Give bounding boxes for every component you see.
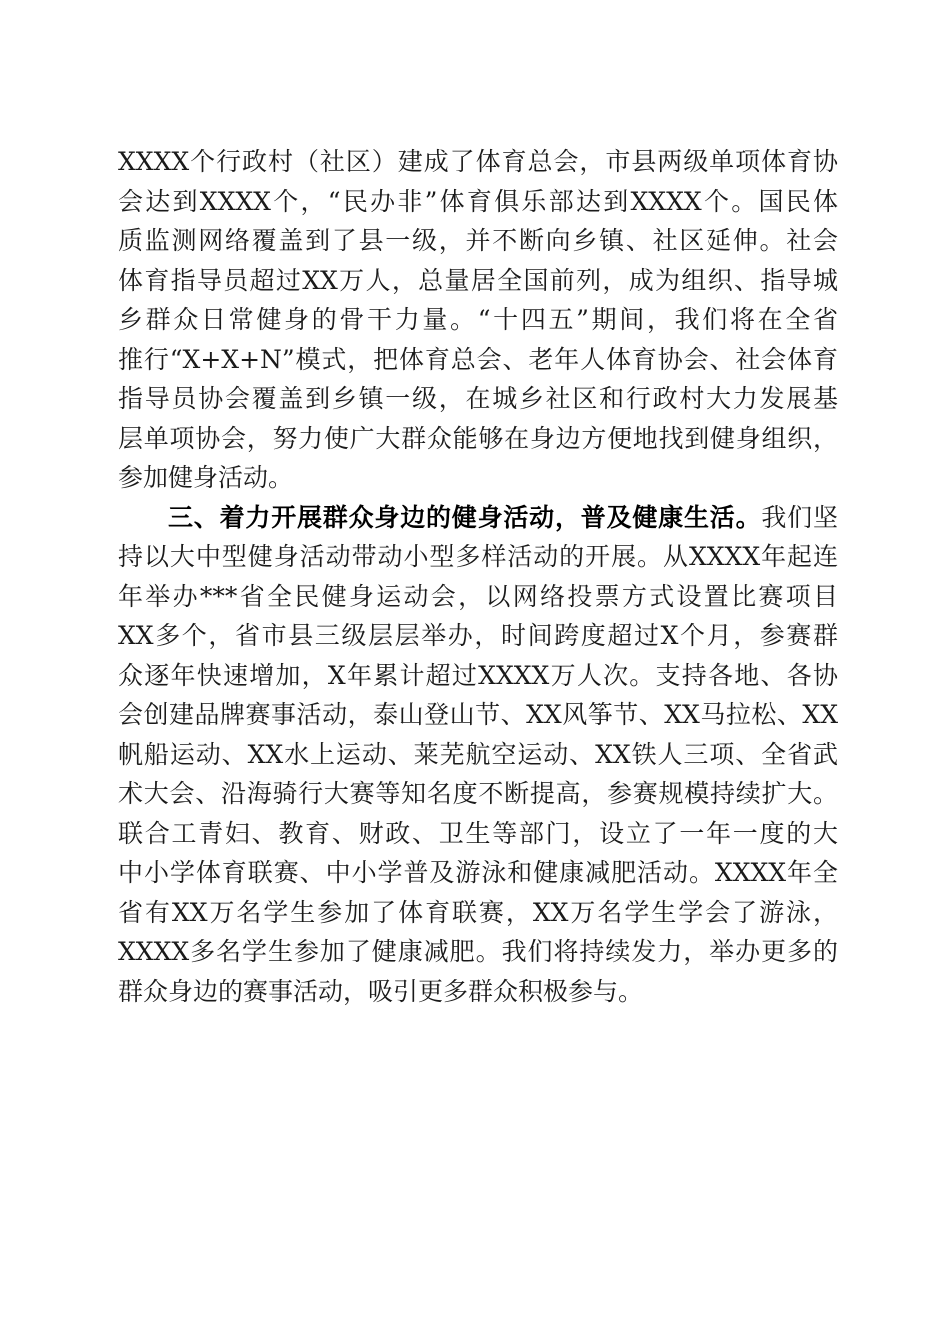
paragraph1-line-7: 指导员协会覆盖到乡镇一级，在城乡社区和行政村大力发展基 <box>118 384 838 413</box>
paragraph1-line-1: XXXX个行政村（社区）建成了体育总会，市县两级单项体育协 <box>118 147 838 176</box>
paragraph2-line-9: 联合工青妇、教育、财政、卫生等部门，设立了一年一度的大 <box>118 818 838 848</box>
paragraph2-line-11: 省有XX万名学生参加了体育联赛，XX万名学生学会了游泳， <box>118 897 838 927</box>
paragraph1-line-8: 层单项协会，努力使广大群众能够在身边方便地找到健身组织， <box>118 423 838 453</box>
paragraph2-line-10: 中小学体育联赛、中小学普及游泳和健康减肥活动。XXXX年全 <box>118 858 838 887</box>
paragraph1-line-2: 会达到XXXX个，“民办非”体育俱乐部达到XXXX个。国民体 <box>118 186 838 216</box>
paragraph1-line-3: 质监测网络覆盖到了县一级，并不断向乡镇、社区延伸。社会 <box>118 226 838 255</box>
paragraph2-line-3: 年举办***省全民健身运动会，以网络投票方式设置比赛项目 <box>118 581 838 611</box>
paragraph2-line-13: 群众身边的赛事活动，吸引更多群众积极参与。 <box>118 976 644 1006</box>
paragraph1-line-5: 乡群众日常健身的骨干力量。“十四五”期间，我们将在全省 <box>118 305 838 334</box>
paragraph2-first-line-rest: 我们坚 <box>761 502 838 532</box>
section-heading: 三、着力开展群众身边的健身活动，普及健康生活。 <box>168 502 762 532</box>
paragraph2-line-12: XXXX多名学生参加了健康减肥。我们将持续发力，举办更多的 <box>118 937 838 966</box>
paragraph2-line-7: 帆船运动、XX水上运动、莱芜航空运动、XX铁人三项、全省武 <box>118 739 838 769</box>
paragraph1-line-9: 参加健身活动。 <box>118 463 294 492</box>
paragraph1-line-6: 推行“X+X+N”模式，把体育总会、老年人体育协会、社会体育 <box>118 344 838 374</box>
paragraph2-line-2: 持以大中型健身活动带动小型多样活动的开展。从XXXX年起连 <box>118 542 838 571</box>
paragraph2-line-5: 众逐年快速增加，X年累计超过XXXX万人次。支持各地、各协 <box>118 660 838 690</box>
paragraph2-first-line <box>118 498 838 538</box>
paragraph1-line-4: 体育指导员超过XX万人，总量居全国前列，成为组织、指导城 <box>118 265 838 295</box>
paragraph2-line-6: 会创建品牌赛事活动，泰山登山节、XX风筝节、XX马拉松、XX <box>118 700 838 729</box>
document-body <box>118 142 838 1011</box>
paragraph2-line-8: 术大会、沿海骑行大赛等知名度不断提高，参赛规模持续扩大。 <box>118 779 838 808</box>
paragraph2-line-4: XX多个，省市县三级层层举办，时间跨度超过X个月，参赛群 <box>118 621 838 650</box>
